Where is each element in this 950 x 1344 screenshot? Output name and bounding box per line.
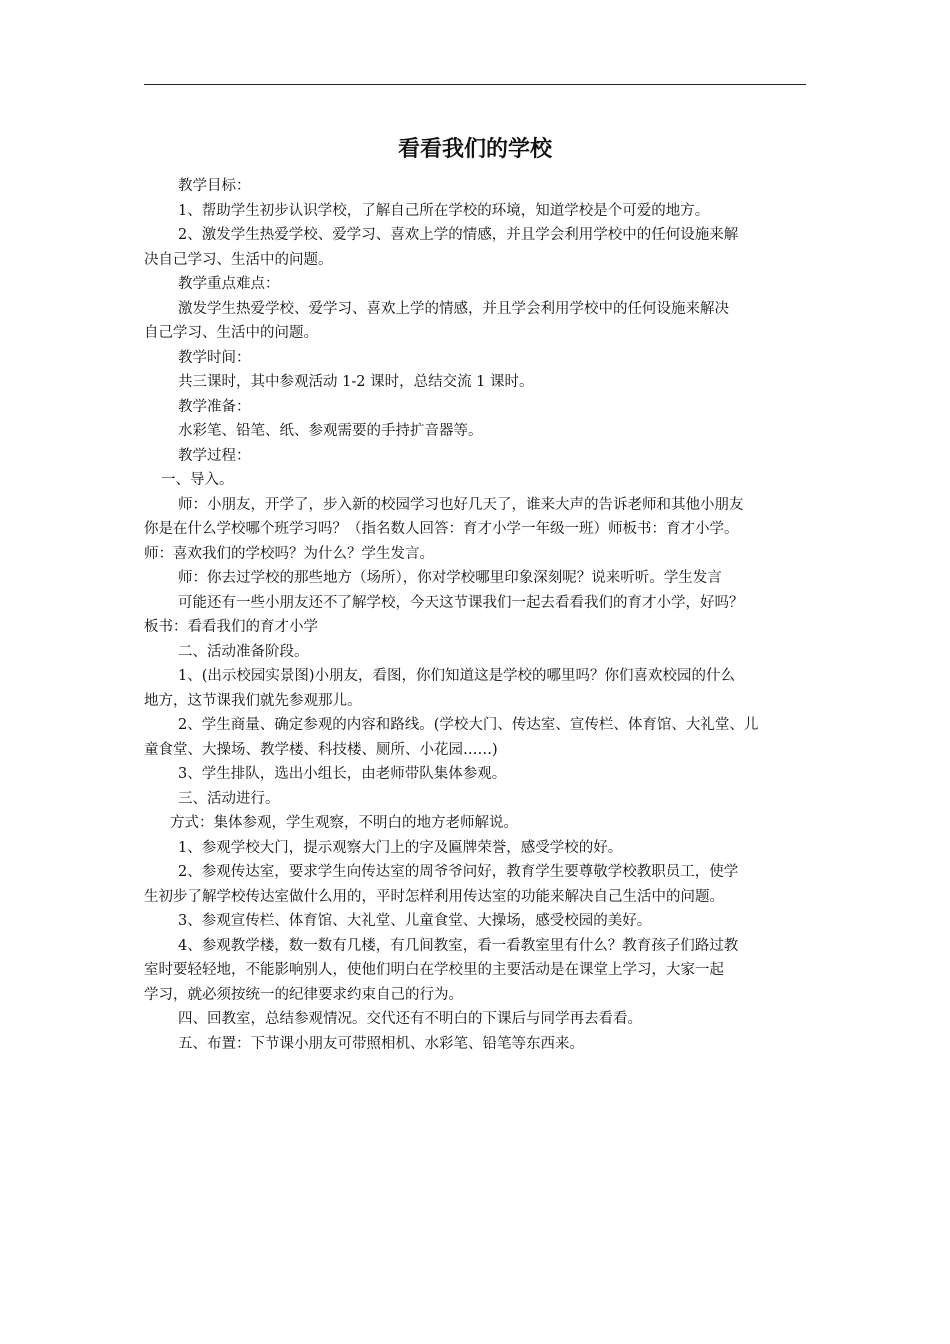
section-heading: 三、活动进行。 <box>178 790 280 807</box>
paragraph-line: 你是在什么学校哪个班学习吗？（指名数人回答：育才小学一年级一班）师板书：育才小学。 <box>144 521 739 537</box>
paragraph-line: 1、(出示校园实景图)小朋友，看图，你们知道这是学校的哪里吗？你们喜欢校园的什么 <box>178 668 736 684</box>
section-heading: 五、布置：下节课小朋友可带照相机、水彩笔、铅笔等东西来。 <box>178 1035 584 1052</box>
heading-key-points: 教学重点难点： <box>178 276 280 292</box>
heading-process: 教学过程： <box>178 447 251 464</box>
heading-objectives: 教学目标： <box>178 178 251 194</box>
document-body <box>144 174 816 1056</box>
paragraph-line: 2、学生商量、确定参观的内容和路线。(学校大门、传达室、宣传栏、体育馆、大礼堂、儿 <box>178 717 759 733</box>
heading-preparation: 教学准备： <box>178 398 251 415</box>
paragraph-line: 共三课时，其中参观活动 1-2 课时，总结交流 1 课时。 <box>178 374 534 390</box>
section-heading: 四、回教室，总结参观情况。交代还有不明白的下课后与同学再去看看。 <box>178 1011 642 1027</box>
header-rule <box>144 84 806 85</box>
paragraph-line: 自己学习、生活中的问题。 <box>144 325 318 341</box>
paragraph-line: 童食堂、大操场、教学楼、科技楼、厕所、小花园……) <box>144 741 498 758</box>
paragraph-line: 可能还有一些小朋友还不了解学校，今天这节课我们一起去看看我们的育才小学，好吗？ <box>178 594 744 611</box>
section-heading: 二、活动准备阶段。 <box>178 643 309 660</box>
paragraph-line: 学习，就必须按统一的纪律要求约束自己的行为。 <box>144 986 463 1003</box>
paragraph-line: 激发学生热爱学校、爱学习、喜欢上学的情感，并且学会利用学校中的任何设施来解决 <box>178 300 729 317</box>
paragraph-line: 决自己学习、生活中的问题。 <box>144 251 333 268</box>
paragraph-line: 1、参观学校大门，提示观察大门上的字及匾牌荣誉，感受学校的好。 <box>178 839 623 856</box>
paragraph-line: 1、帮助学生初步认识学校，了解自己所在学校的环境，知道学校是个可爱的地方。 <box>178 202 710 219</box>
paragraph-line: 师：小朋友，开学了，步入新的校园学习也好几天了，谁来大声的告诉老师和其他小朋友 <box>178 496 744 513</box>
paragraph-line: 板书：看看我们的育才小学 <box>144 619 318 635</box>
paragraph-line: 生初步了解学校传达室做什么用的，平时怎样利用传达室的功能来解决自己生活中的问题。 <box>144 888 724 905</box>
paragraph-line: 2、激发学生热爱学校、爱学习、喜欢上学的情感，并且学会利用学校中的任何设施来解 <box>178 227 739 243</box>
section-heading: 一、导入。 <box>161 472 234 488</box>
paragraph-line: 师：喜欢我们的学校吗？为什么？学生发言。 <box>144 545 434 562</box>
paragraph-line: 2、参观传达室，要求学生向传达室的周爷爷问好，教育学生要尊敬学校教职员工，使学 <box>178 864 739 880</box>
paragraph-line: 3、参观宣传栏、体育馆、大礼堂、儿童食堂、大操场，感受校园的美好。 <box>178 913 652 929</box>
paragraph-line: 室时要轻轻地，不能影响别人，使他们明白在学校里的主要活动是在课堂上学习，大家一起 <box>144 962 724 978</box>
heading-time: 教学时间： <box>178 349 251 366</box>
paragraph-line: 地方，这节课我们就先参观那儿。 <box>144 692 362 709</box>
paragraph-line: 水彩笔、铅笔、纸、参观需要的手持扩音器等。 <box>178 423 483 439</box>
paragraph-line: 方式：集体参观，学生观察，不明白的地方老师解说。 <box>170 815 518 831</box>
paragraph-line: 3、学生排队，选出小组长，由老师带队集体参观。 <box>178 766 507 782</box>
paragraph-line: 4、参观教学楼，数一数有几楼，有几间教室，看一看教室里有什么？教育孩子们路过教 <box>178 937 739 954</box>
document-title: 看看我们的学校 <box>397 136 552 162</box>
paragraph-line: 师：你去过学校的那些地方（场所），你对学校哪里印象深刻呢？说来听听。学生发言 <box>178 570 722 586</box>
